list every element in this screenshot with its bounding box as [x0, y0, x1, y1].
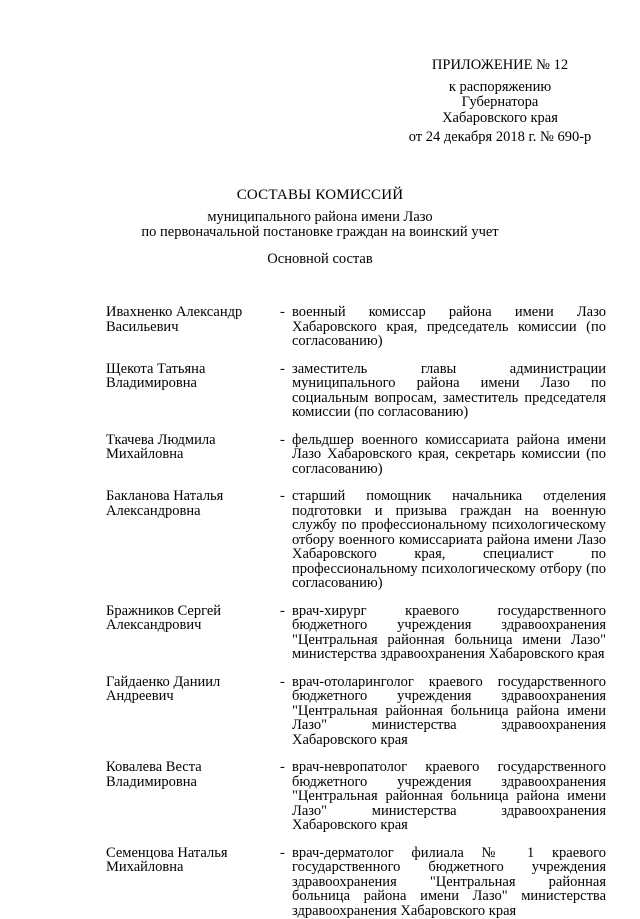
member-role: врач-отоларинголог краевого государственного бюджетного учреждения здравоохранения "Центральная районная больница района имени Лазо" министерства здравоохранения Хабаровского края: [292, 673, 606, 748]
document-subtitle: [0, 210, 640, 239]
member-row: [106, 305, 606, 349]
member-row: [106, 846, 606, 919]
section-title: Основной состав: [267, 251, 373, 267]
member-row: [106, 675, 606, 748]
members-list: [106, 305, 606, 918]
member-role: заместитель главы администрации муниципального района имени Лазо по социальным вопросам, заместитель председателя комиссии (по согласованию): [292, 360, 606, 420]
member-row: [106, 362, 606, 420]
member-separator: -: [280, 844, 285, 861]
member-role: врач-невропатолог краевого государственного бюджетного учреждения здравоохранения "Центральная районная больница района имени Лазо" министерства здравоохранения Хабаровского края: [292, 759, 606, 833]
appendix-title: ПРИЛОЖЕНИЕ № 12: [431, 57, 569, 73]
member-role: врач-дерматолог филиала № 1 краевого государственного бюджетного учреждения здравоохранения "Центральная районная больница района имени Лазо" министерства здравоохранения Хабаровского края: [292, 844, 606, 919]
appendix-date-line: от 24 декабря 2018 г. № 690-р: [408, 129, 592, 145]
member-name: Ковалева Веста Владимировна: [106, 759, 202, 790]
member-separator: -: [280, 759, 285, 775]
appendix-block: [400, 58, 600, 146]
member-name: Бакланова Наталья Александровна: [106, 488, 224, 519]
appendix-line: к распоряжению: [448, 78, 552, 95]
member-name: Ткачева Людмила Михайловна: [106, 431, 216, 462]
member-name: Бражников Сергей Александрович: [106, 602, 222, 633]
member-role: военный комиссар района имени Лазо Хабаровского края, председатель комиссии (по согласованию): [292, 304, 606, 349]
member-row: [106, 433, 606, 477]
document-title: СОСТАВЫ КОМИССИЙ: [236, 187, 404, 203]
member-role: старший помощник начальника отделения подготовки и призыва граждан на военную службу по профессиональному психологическому отбору военного комиссариата района имени Лазо Хабаровского края, специалист по профессиональному психологическому отбору (по согласованию): [292, 488, 606, 591]
member-row: [106, 604, 606, 662]
member-separator: -: [280, 602, 285, 619]
member-role: врач-хирург краевого государственного бюджетного учреждения здравоохранения "Центральная районная больница имени Лазо" министерства здравоохранения Хабаровского края: [292, 602, 606, 662]
subtitle-line: по первоначальной постановке граждан на воинский учет: [141, 223, 499, 240]
member-separator: -: [280, 488, 285, 504]
member-separator: -: [280, 673, 285, 690]
member-name: Семенцова Наталья Михайловна: [106, 844, 228, 875]
appendix-line: Хабаровского края: [442, 109, 558, 126]
member-name: Щекота Татьяна Владимировна: [106, 360, 206, 391]
member-separator: -: [280, 360, 285, 377]
member-separator: -: [280, 304, 285, 320]
member-row: [106, 489, 606, 591]
appendix-line: Губернатора: [461, 94, 539, 110]
member-separator: -: [280, 431, 285, 448]
member-role: фельдшер военного комиссариата района имени Лазо Хабаровского края, секретарь комиссии (по согласованию): [292, 431, 606, 477]
member-row: [106, 760, 606, 833]
member-name: Ивахненко Александр Васильевич: [106, 304, 243, 335]
subtitle-line: муниципального района имени Лазо: [207, 209, 433, 225]
member-name: Гайдаенко Даниил Андреевич: [106, 673, 221, 704]
